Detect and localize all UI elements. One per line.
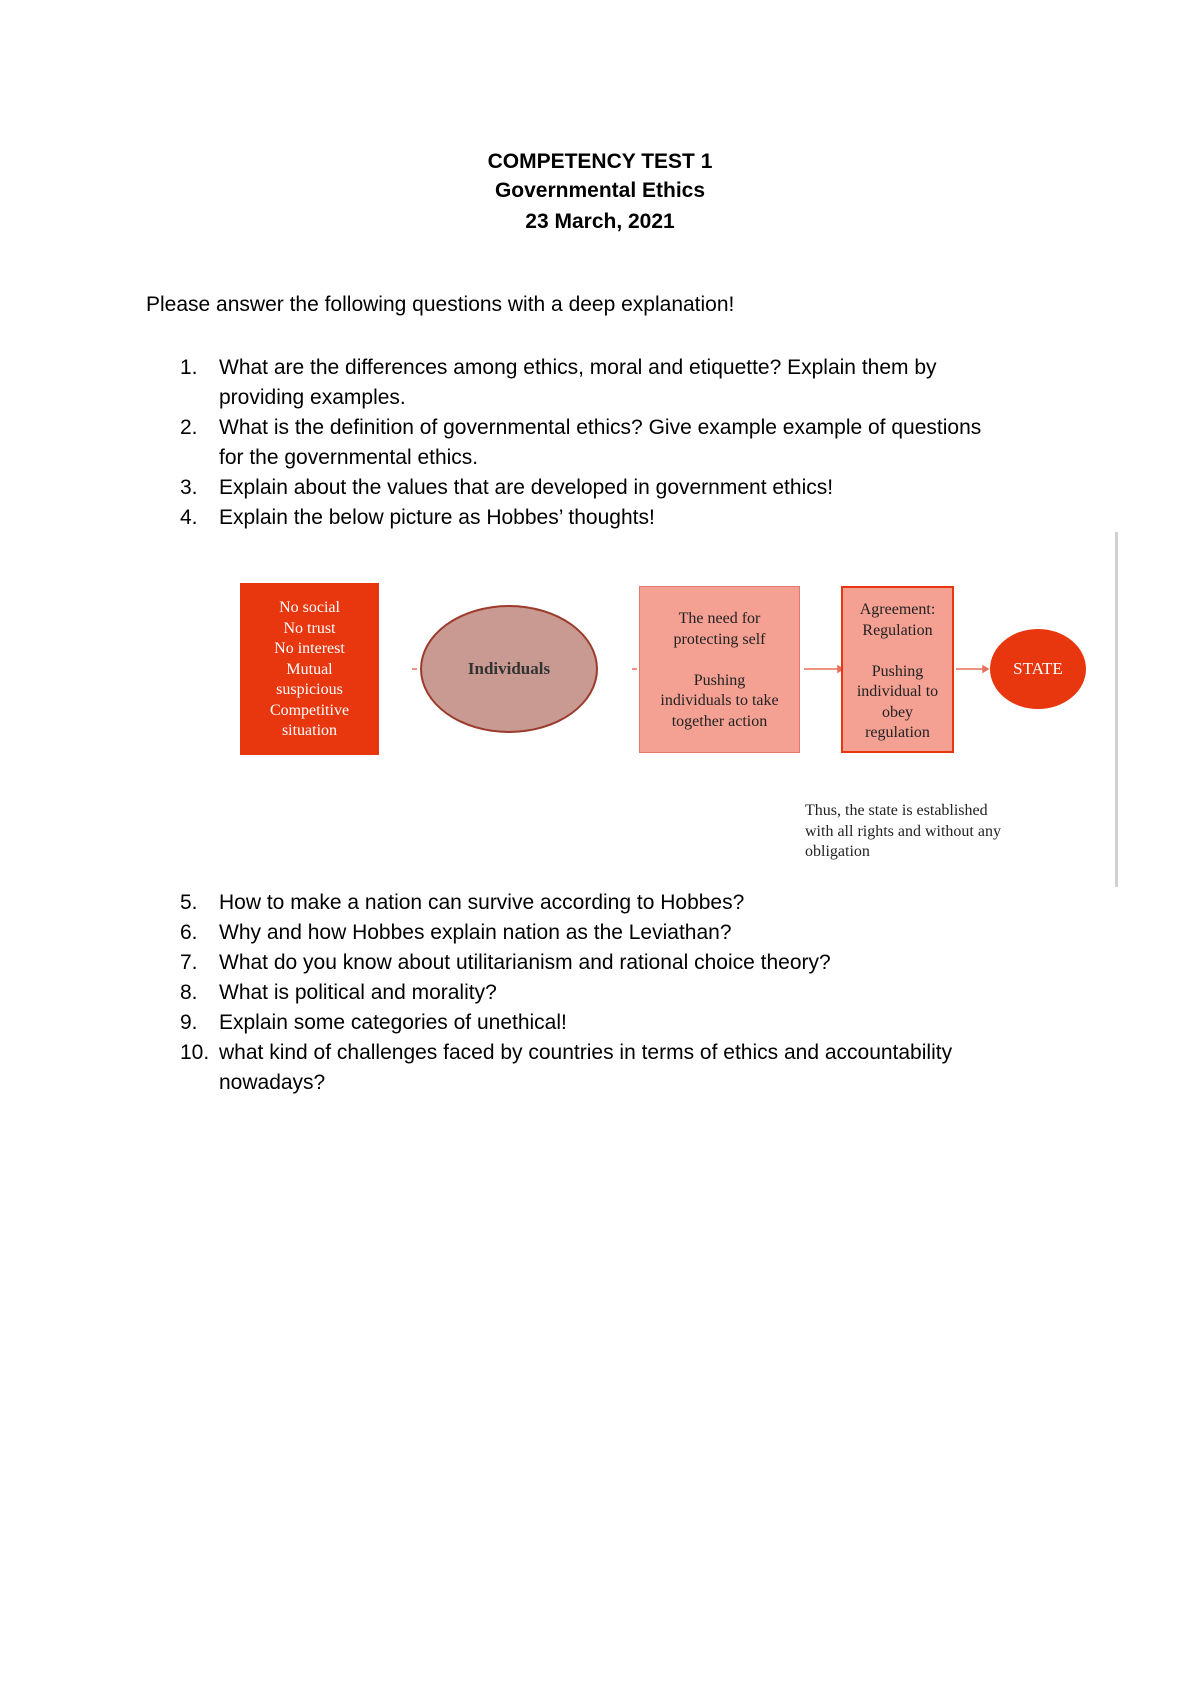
question-text: Explain some categories of unethical! xyxy=(219,1011,567,1034)
document-date: 23 March, 2021 xyxy=(525,210,675,233)
question-text: what kind of challenges faced by countries in terms of ethics and accountability nowadays? xyxy=(219,1041,953,1094)
question-text: Explain the below picture as Hobbes’ thoughts! xyxy=(219,506,655,529)
question-text: Why and how Hobbes explain nation as the Leviathan? xyxy=(219,921,732,944)
arrow-4-head xyxy=(983,666,988,672)
question-number: 7. xyxy=(180,951,198,974)
document-subtitle: Governmental Ethics xyxy=(494,179,706,202)
instructions: Please answer the following questions with a deep explanation! xyxy=(146,293,735,316)
state-of-nature-box: No social No trust No interest Mutual suspicious Competitive situation xyxy=(240,583,379,755)
diagram-note: Thus, the state is established with all rights and without any obligation xyxy=(805,802,1001,860)
question-number: 1. xyxy=(180,356,198,379)
question-text: What do you know about utilitarianism and rational choice theory? xyxy=(219,951,831,974)
question-text: What is the definition of governmental ethics? Give example example of questions for the governmental ethics. xyxy=(219,416,982,469)
question-number: 10. xyxy=(180,1041,210,1064)
question-number: 8. xyxy=(180,981,198,1004)
self-protection-box: The need for protecting self Pushing individuals to take together action xyxy=(639,586,800,753)
question-text: Explain about the values that are developed in government ethics! xyxy=(219,476,834,499)
question-number: 6. xyxy=(180,921,198,944)
question-text: What is political and morality? xyxy=(219,981,497,1004)
page-edge-divider xyxy=(1115,532,1118,887)
individuals-ellipse: Individuals xyxy=(420,605,598,733)
document-title: COMPETENCY TEST 1 xyxy=(487,150,713,173)
question-number: 5. xyxy=(180,891,198,914)
question-number: 9. xyxy=(180,1011,198,1034)
question-number: 4. xyxy=(180,506,198,529)
question-text: How to make a nation can survive according to Hobbes? xyxy=(219,891,745,914)
question-number: 3. xyxy=(180,476,198,499)
agreement-box: Agreement: Regulation Pushing individual to obey regulation xyxy=(841,586,954,753)
question-number: 2. xyxy=(180,416,198,439)
state-circle: STATE xyxy=(990,629,1086,709)
question-text: What are the differences among ethics, moral and etiquette? Explain them by providing examples. xyxy=(219,356,937,409)
